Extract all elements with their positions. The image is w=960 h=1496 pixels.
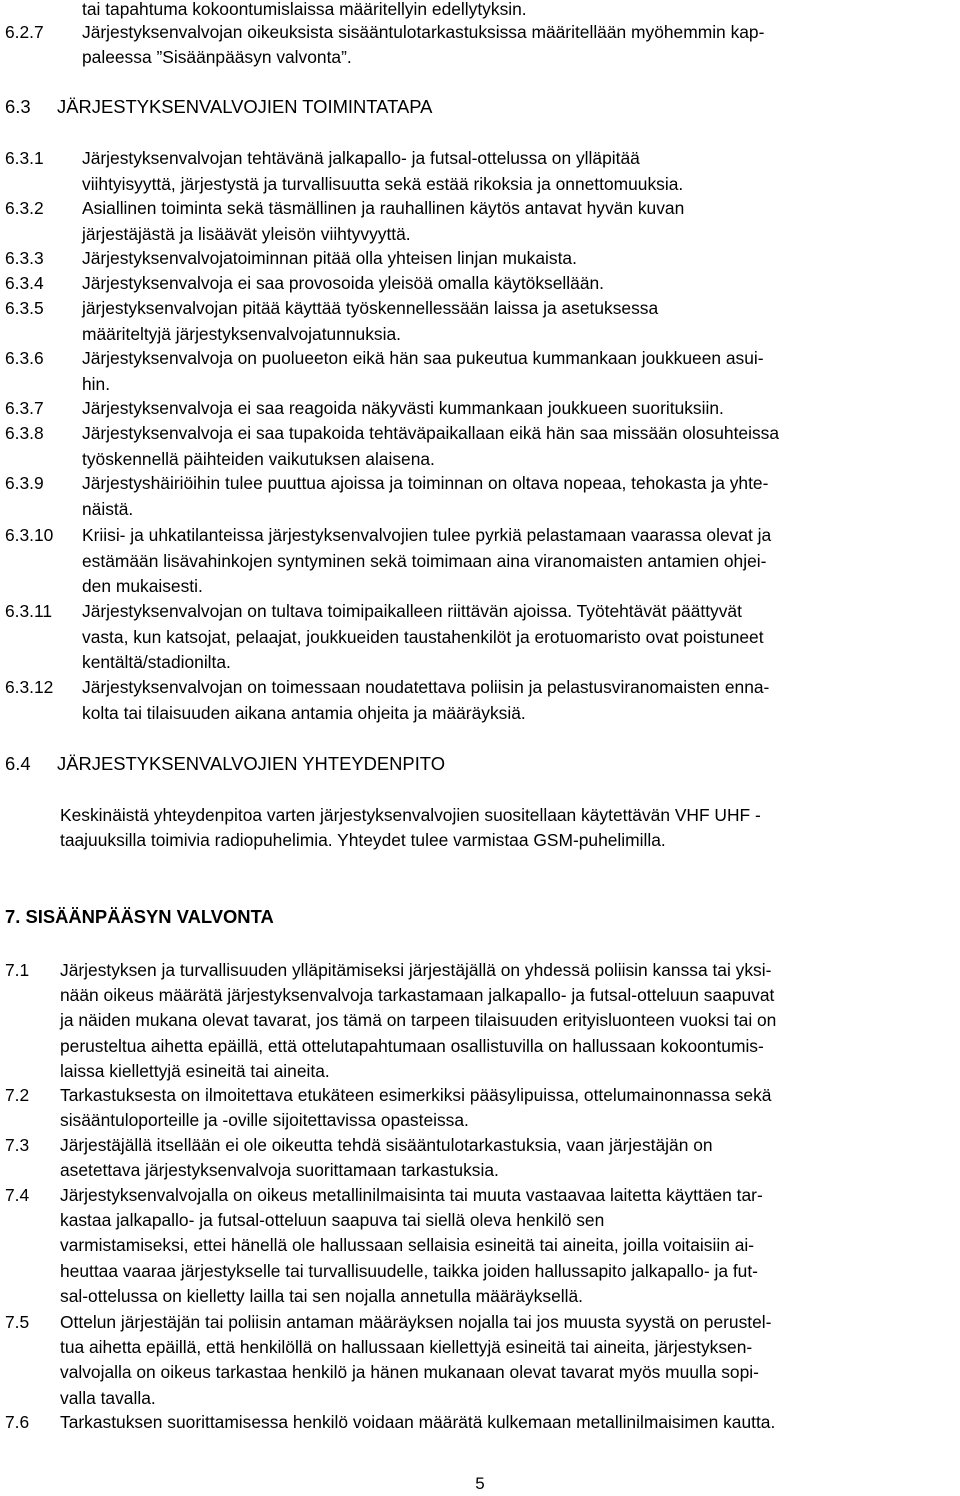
item-number: 6.3.12 [5,677,54,697]
item-text-line: heuttaa vaaraa järjestykselle tai turvallisuudelle, taikka joiden hallussapito jalkapallo- ja fut- [60,1260,758,1281]
item-text-line: Järjestyksenvalvojatoiminnan pitää olla yhteisen linjan mukaista. [82,248,577,268]
item-number: 6.3.10 [5,525,54,545]
item-text-line: tua aihetta epäillä, että henkilöllä on hallussaan kiellettyjä esineitä tai aineita, järjestyksen- [60,1337,753,1358]
item-number: 7.1 [5,960,30,980]
item-number: 6.3.2 [5,198,44,218]
item-text-line: Järjestyksenvalvojan on toimessaan noudatettava poliisin ja pelastusviranomaisten enna- [82,677,770,697]
item-text-line: Järjestäjällä itsellään ei ole oikeutta tehdä sisääntulotarkastuksia, vaan järjestäjän on [60,1135,713,1155]
chapter-title: 7. SISÄÄNPÄÄSYN VALVONTA [5,906,274,927]
item-text-line: järjestäjästä ja lisäävät yleisön viihtyvyyttä. [82,223,411,244]
item-text-line: valla tavalla. [60,1387,156,1408]
item-text-line: työskennellä päihteiden vaikutuksen alaisena. [82,448,435,469]
item-text-line: kolta tai tilaisuuden aikana antamia ohjeita ja määräyksiä. [82,702,526,723]
page-number: 5 [475,1474,485,1493]
item-text-line: hin. [82,373,111,394]
section-number: 6.3 [5,96,31,117]
item-text-line: Järjestyksenvalvoja ei saa provosoida yleisöä omalla käytöksellään. [82,273,604,293]
item-text-line: Asiallinen toiminta sekä täsmällinen ja rauhallinen käytös antavat hyvän kuvan [82,198,685,218]
section-title: JÄRJESTYKSENVALVOJIEN YHTEYDENPITO [57,753,446,774]
item-text-line: estämään lisävahinkojen syntyminen sekä toimimaan aina viranomaisten antamien ohjei- [82,550,767,571]
item-text-line: kentältä/stadionilta. [82,652,231,672]
item-text-line: viihtyisyyttä, järjestystä ja turvallisuutta sekä estää rikoksia ja onnettomuuksia. [82,173,684,194]
item-text-line: sisääntuloporteille ja -oville sijoitettavissa opasteissa. [60,1110,469,1131]
item-number: 6.3.5 [5,298,44,318]
item-text-line: Ottelun järjestäjän tai poliisin antaman määräyksen nojalla tai jos muusta syystä on perustel- [60,1312,772,1332]
item-number: 6.2.7 [5,22,44,42]
item-text-line: Järjestyksenvalvojan on tultava toimipaikalleen riittävän ajoissa. Työtehtävät päättyvät [82,601,742,621]
item-text-line: näistä. [82,498,134,519]
item-number: 7.3 [5,1135,30,1155]
item-number: 6.3.8 [5,423,44,443]
item-text-line: Tarkastuksen suorittamisessa henkilö voidaan määrätä kulkemaan metallinilmaisimen kautta. [60,1412,776,1432]
item-text-line: perusteltua aihetta epäillä, että ottelutapahtumaan osallistuvilla on hallussaan kokoontumis- [60,1035,764,1056]
item-text-line: Järjestyksen ja turvallisuuden ylläpitämiseksi järjestäjällä on yhdessä poliisin kanssa tai yksi- [60,960,772,980]
item-number: 6.3.4 [5,273,44,293]
item-number: 6.3.9 [5,473,44,493]
item-number: 6.3.6 [5,348,44,368]
item-number: 6.3.11 [5,601,53,621]
item-text-line: Järjestyksenvalvoja ei saa tupakoida tehtäväpaikallaan eikä hän saa missään olosuhteissa [82,423,780,443]
item-number: 7.2 [5,1085,30,1105]
item-text-line: Järjestyksenvalvojan oikeuksista sisääntulotarkastuksissa määritellään myöhemmin kap- [82,22,765,42]
item-text-line: ja näiden mukana olevat tavarat, jos tämä on tarpeen tilaisuuden erityisluonteen vuoksi tai on [60,1010,777,1031]
item-number: 6.3.1 [5,148,44,168]
item-text-line: Järjestyksenvalvoja on puolueeton eikä hän saa pukeutua kummankaan joukkueen asui- [82,348,764,368]
item-text-line: määriteltyjä järjestyksenvalvojatunnuksia. [82,323,401,344]
item-number: 7.6 [5,1412,30,1432]
item-text-line: valvojalla on oikeus tarkastaa henkilö ja hänen mukanaan olevat tavarat myös muulla sopi- [60,1362,759,1383]
item-text-line: laissa kiellettyjä esineitä tai aineita. [60,1060,330,1081]
item-text-line: kastaa jalkapallo- ja futsal-otteluun saapuva tai siellä oleva henkilö sen [60,1210,605,1231]
continuation-line: tai tapahtuma kokoontumislaissa määritellyin edellytyksin. [82,0,527,19]
item-text-line: asetettava järjestyksenvalvoja suorittamaan tarkastuksia. [60,1160,499,1181]
item-number: 6.3.7 [5,398,44,418]
section-title: JÄRJESTYKSENVALVOJIEN TOIMINTATAPA [57,96,433,117]
item-text-line: Järjestyksenvalvojan tehtävänä jalkapallo- ja futsal-ottelussa on ylläpitää [82,148,640,168]
paragraph-line: Keskinäistä yhteydenpitoa varten järjestyksenvalvojien suositellaan käytettävän VHF UHF - [60,805,761,825]
item-text-line: Järjestyksenvalvoja ei saa reagoida näkyvästi kummankaan joukkueen suorituksiin. [82,398,724,418]
item-text-line: den mukaisesti. [82,576,203,596]
item-text-line: järjestyksenvalvojan pitää käyttää työskennellessään laissa ja asetuksessa [82,298,659,318]
item-number: 6.3.3 [5,248,44,268]
item-text-line: Tarkastuksesta on ilmoitettava etukäteen esimerkiksi pääsylipuissa, ottelumainonnassa sekä [60,1085,772,1105]
item-number: 7.4 [5,1185,30,1205]
section-number: 6.4 [5,753,31,774]
item-text-line: Kriisi- ja uhkatilanteissa järjestyksenvalvojien tulee pyrkiä pelastamaan vaarassa olevat ja [82,525,772,545]
item-text-line: paleessa ”Sisäänpääsyn valvonta”. [82,47,352,67]
item-text-line: vasta, kun katsojat, pelaajat, joukkueiden taustahenkilöt ja erotuomaristo ovat poistuneet [82,626,764,647]
item-text-line: varmistamiseksi, ettei hänellä ole hallussaan sellaisia esineitä tai aineita, joilla voitaisiin ai- [60,1235,755,1256]
item-text-line: Järjestyksenvalvojalla on oikeus metallinilmaisinta tai muuta vastaavaa laitetta käyttäen tar- [60,1185,763,1205]
paragraph-line: taajuuksilla toimivia radiopuhelimia. Yhteydet tulee varmistaa GSM-puhelimilla. [60,830,666,850]
item-number: 7.5 [5,1312,30,1332]
item-text-line: nään oikeus määrätä järjestyksenvalvoja tarkastamaan jalkapallo- ja futsal-otteluun saapuvat [60,985,775,1006]
item-text-line: sal-ottelussa on kielletty lailla tai sen nojalla annetulla määräyksellä. [60,1285,583,1306]
item-text-line: Järjestyshäiriöihin tulee puuttua ajoissa ja toiminnan on oltava nopeaa, tehokasta ja yhte- [82,473,769,493]
